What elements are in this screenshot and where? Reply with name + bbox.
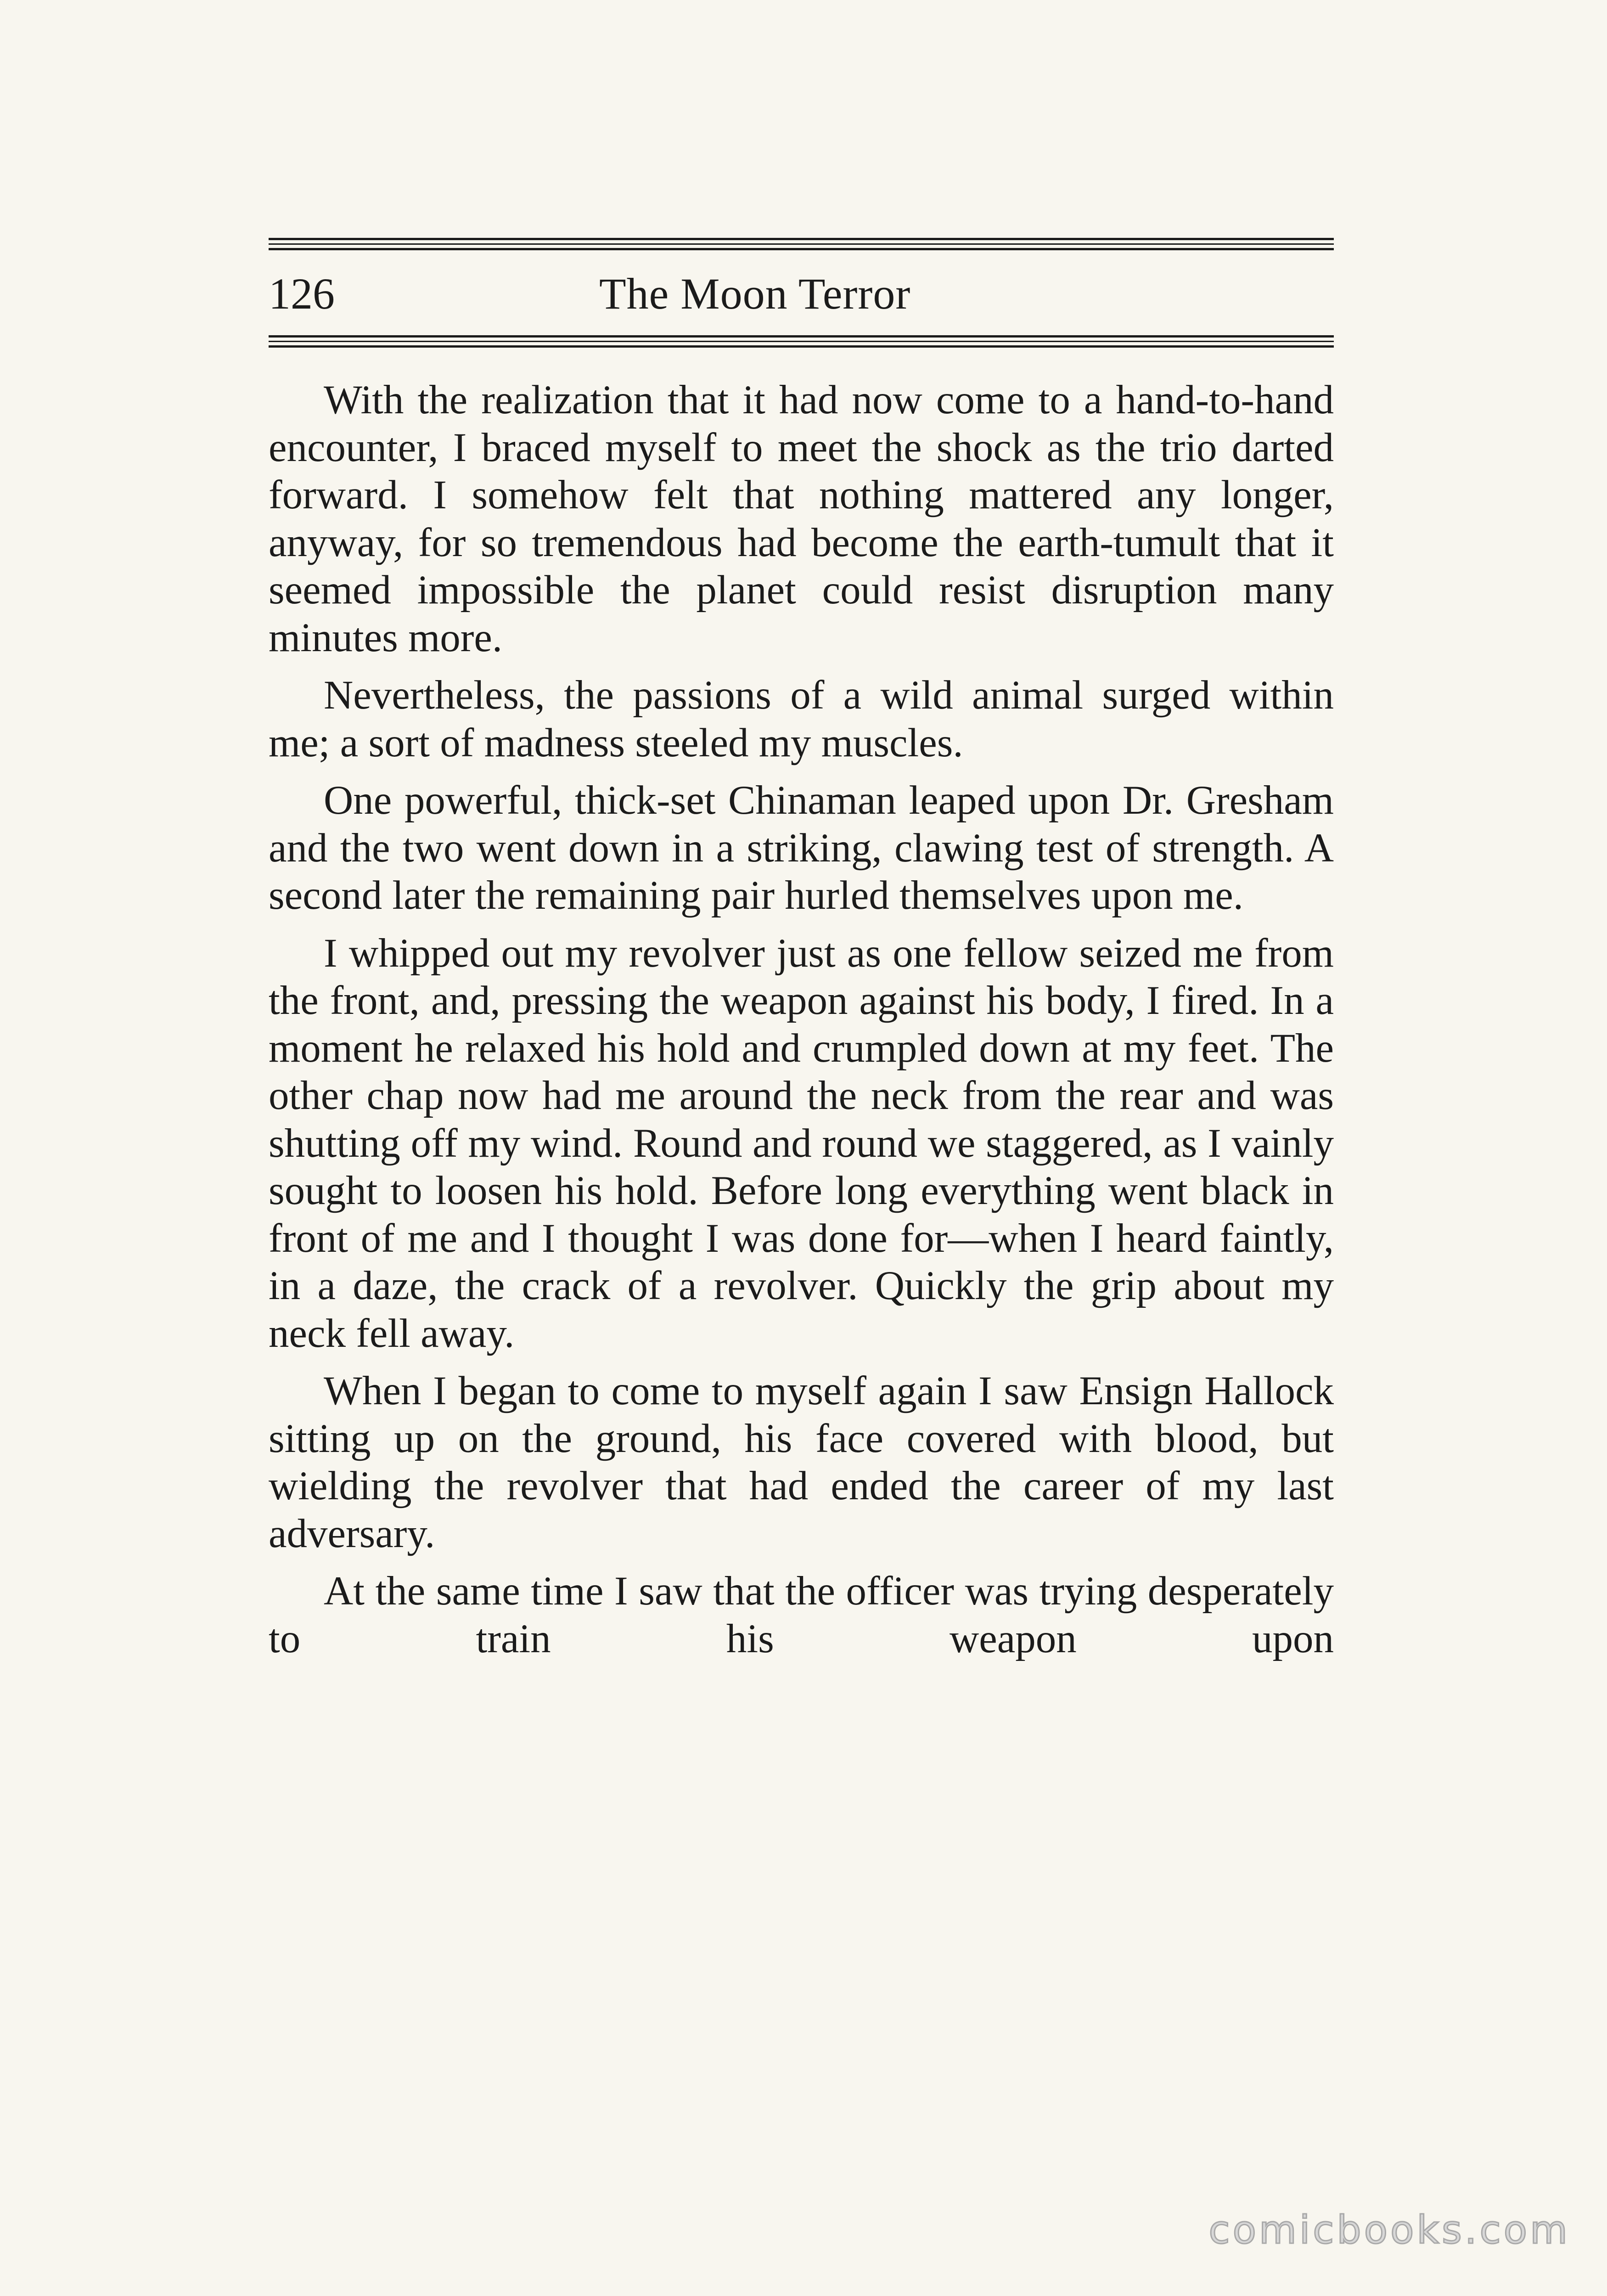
watermark-logo: comicbooks.com [1208, 2207, 1570, 2252]
paragraph: One powerful, thick-set Chinaman leaped upon Dr. Gresham and the two went down in a striking, clawing test of strength. A second later the remaining pair hurled themselves upon me. [269, 778, 1334, 918]
running-head [269, 266, 1334, 321]
paragraph: With the realization that it had now come to a hand-to-hand encounter, I braced myself to meet the shock as the trio darted forward. I somehow felt that nothing mattered any longer, anyway, for so tremendous had become the earth-tumult that it seemed impossible the planet could resist disruption many minutes more. [269, 377, 1334, 660]
body-text [269, 377, 1334, 1663]
header-bottom-rule [269, 335, 1334, 349]
paragraph: At the same time I saw that the officer was trying desperately to train his weapon upon [269, 1569, 1334, 1661]
book-title: The Moon Terror [599, 269, 911, 318]
page-number: 126 [269, 269, 335, 318]
paragraph: I whipped out my revolver just as one fellow seized me from the front, and, pressing the weapon against his body, I fired. In a moment he relaxed his hold and crumpled down at my feet. The other chap now had me around the neck from the rear and was shutting off my wind. Round and round we staggered, as I vainly sought to loosen his hold. Before long everything went black in front of me and I thought I was done for—when I heard faintly, in a daze, the crack of a revolver. Quickly the grip about my neck fell away. [269, 930, 1334, 1356]
paragraph: Nevertheless, the passions of a wild animal surged within me; a sort of madness steeled my muscles. [269, 673, 1334, 765]
paragraph: When I began to come to myself again I saw Ensign Hallock sitting up on the ground, his face covered with blood, but wielding the revolver that had ended the career of my last adversary. [269, 1368, 1334, 1556]
header-top-rule [269, 238, 1334, 252]
